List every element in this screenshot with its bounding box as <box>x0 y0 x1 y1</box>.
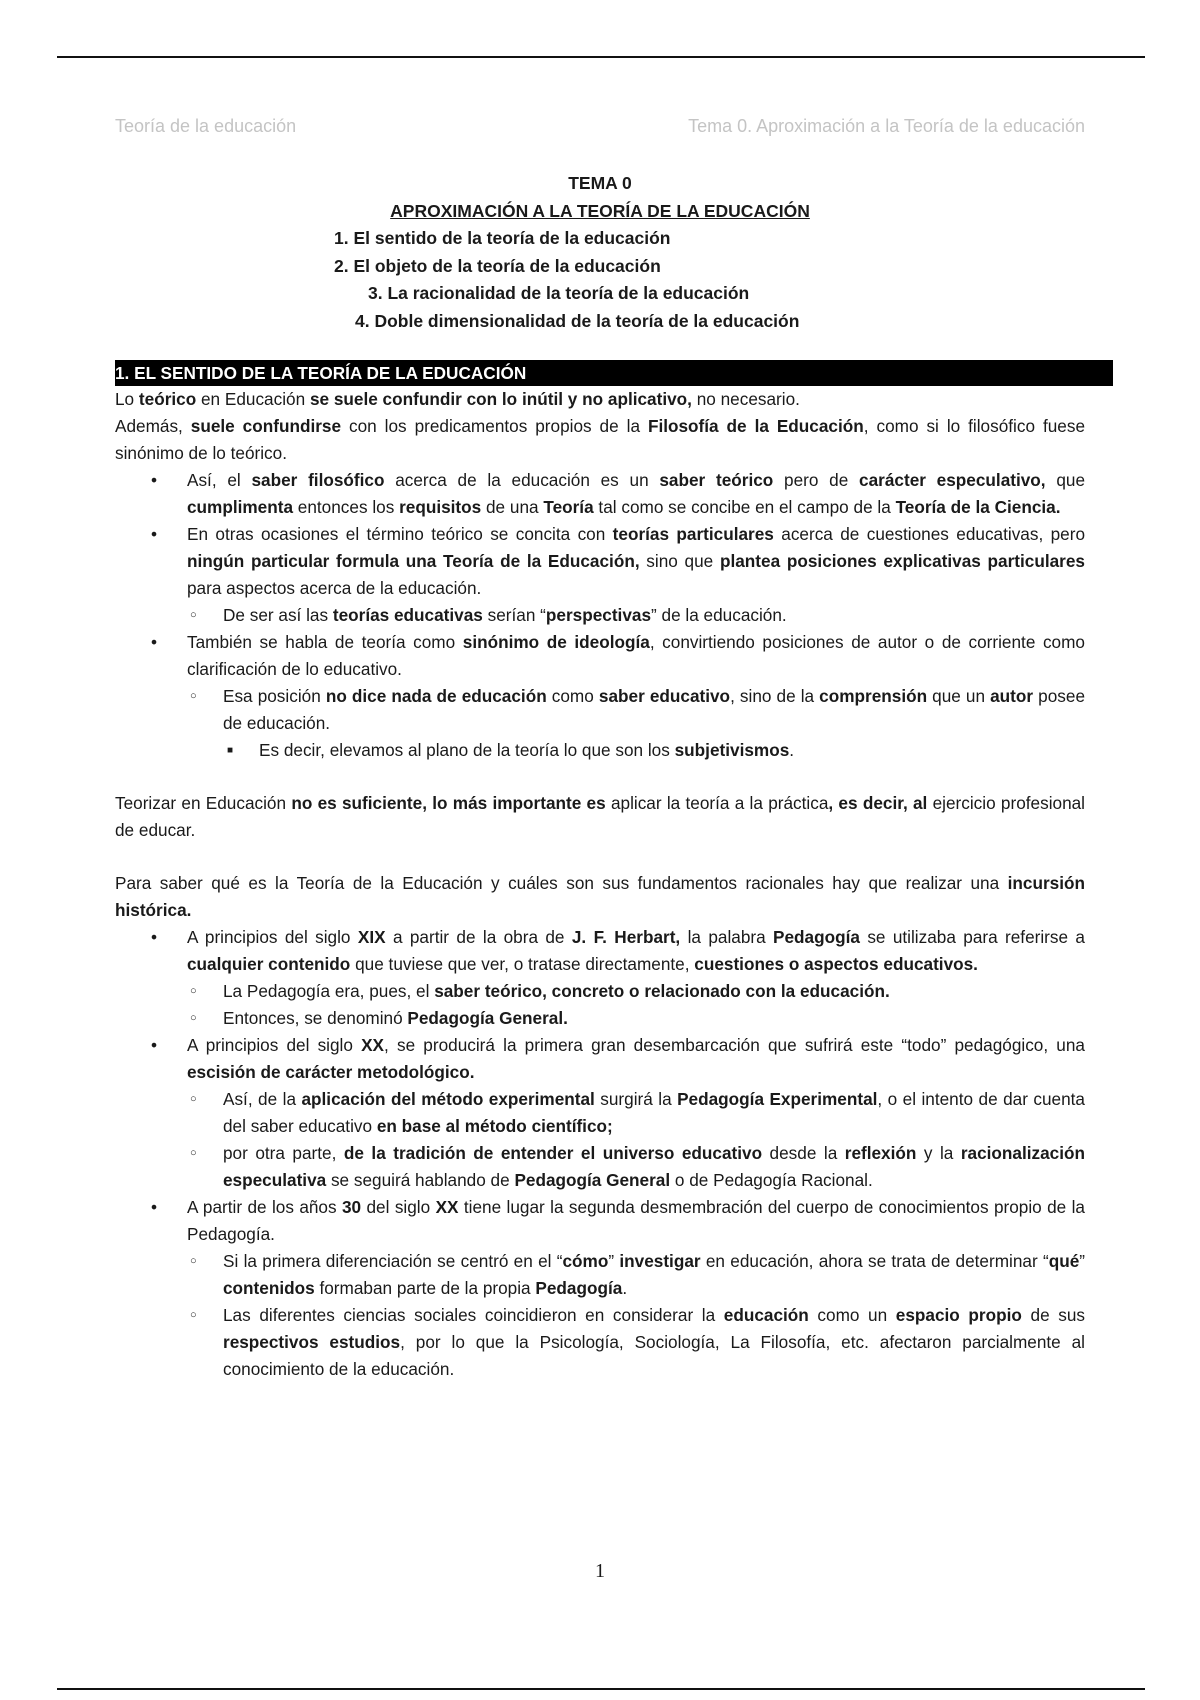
text: , sino de la <box>730 686 820 706</box>
sub-list-item <box>115 1005 1085 1032</box>
text: entonces los <box>293 497 400 517</box>
bold-text: Teoría <box>543 497 594 517</box>
text: o de Pedagogía Racional. <box>670 1170 873 1190</box>
bold-text: autor <box>990 686 1034 706</box>
bold-text: cumplimenta <box>187 497 294 517</box>
bullet-list <box>115 467 1085 764</box>
bold-text: XX <box>435 1197 459 1217</box>
text: ” <box>1079 1251 1086 1271</box>
bold-text: investigar <box>619 1251 701 1271</box>
bold-text: plantea posiciones explicativas particulares <box>719 551 1085 571</box>
toc-item-4: 4. Doble dimensionalidad de la teoría de la educación <box>355 310 800 331</box>
bold-text: 30 <box>341 1197 362 1217</box>
list-item <box>115 521 1085 602</box>
bold-text: Pedagogía <box>773 927 860 947</box>
text: a partir de la obra de <box>385 927 572 947</box>
list-item <box>115 629 1085 683</box>
text: como un <box>808 1305 896 1325</box>
bold-text: incursión histórica. <box>115 873 1085 920</box>
text: de sus <box>1021 1305 1085 1325</box>
text: , como si lo filosófico fuese sinónimo de lo teórico. <box>115 416 1086 463</box>
bold-text: no es suficiente, lo más importante es <box>286 793 611 813</box>
text: Las diferentes ciencias sociales coincidieron en considerar la <box>223 1305 724 1325</box>
text: acerca de cuestiones educativas, pero <box>773 524 1086 544</box>
text: se seguirá hablando de <box>326 1170 515 1190</box>
text: Para saber qué es la Teoría de la Educación y cuáles son sus fundamentos racionales hay que realizar una <box>115 873 1008 893</box>
text: A principios del siglo <box>187 1035 362 1055</box>
list-item <box>115 467 1085 521</box>
bold-text: XX <box>361 1035 385 1055</box>
text: posee de educación. <box>223 686 1085 733</box>
text: como <box>546 686 599 706</box>
bold-text: se suele confundir con lo inútil y no aplicativo, <box>309 389 692 409</box>
bold-text: Pedagogía <box>535 1278 623 1298</box>
bold-text: comprensión <box>819 686 928 706</box>
text: por otra parte, <box>223 1143 344 1163</box>
sub-list-item <box>115 1302 1085 1383</box>
bold-text: cualquier contenido <box>187 954 351 974</box>
text: con los predicamentos propios de la <box>341 416 648 436</box>
sub-sub-list-item <box>115 737 1085 764</box>
text: se utilizaba para referirse a <box>859 927 1085 947</box>
paragraph <box>115 870 1085 924</box>
toc-item-2: 2. El objeto de la teoría de la educación <box>334 255 661 276</box>
bold-text: ningún particular formula una Teoría de la Educación, <box>187 551 640 571</box>
text: , convirtiendo posiciones de autor o de corriente como clarificación de lo educativo. <box>187 632 1085 679</box>
bold-text: teorías educativas <box>332 605 483 625</box>
text: A principios del siglo <box>187 927 358 947</box>
topic-title: APROXIMACIÓN A LA TEORÍA DE LA EDUCACIÓN <box>390 200 810 221</box>
bold-text: XIX <box>357 927 386 947</box>
text: Si la primera diferenciación se centró en el “ <box>223 1251 563 1271</box>
text: que <box>1045 470 1086 490</box>
bold-text: teórico <box>138 389 197 409</box>
bold-text: Pedagogía Experimental <box>677 1089 878 1109</box>
text: , por lo que la Psicología, Sociología, La Filosofía, etc. afectaron parcialmente al conocimiento de la educación. <box>223 1332 1085 1379</box>
text: tal como se concibe en el campo de la <box>593 497 896 517</box>
bold-text: reflexión <box>844 1143 917 1163</box>
top-rule <box>57 56 1145 58</box>
bold-text: saber teórico, concreto o relacionado con la educación. <box>434 981 890 1001</box>
text: para aspectos acerca de la educación. <box>187 578 482 598</box>
bold-text: , es decir, al <box>828 793 933 813</box>
sub-list-item <box>115 1248 1085 1302</box>
text: Así, el <box>187 470 252 490</box>
text: De ser así las <box>223 605 333 625</box>
bold-text: saber educativo <box>598 686 731 706</box>
sub-list-item <box>115 1140 1085 1194</box>
bold-text: Teoría de la Ciencia. <box>895 497 1061 517</box>
text: que tuviese que ver, o tratase directamente, <box>350 954 695 974</box>
running-header-left: Teoría de la educación <box>115 116 297 136</box>
text: ejercicio profesional de educar. <box>115 793 1086 840</box>
bold-text: aplicación del método experimental <box>301 1089 595 1109</box>
bold-text: saber teórico <box>659 470 774 490</box>
bold-text: perspectivas <box>545 605 652 625</box>
text: pero de <box>773 470 860 490</box>
toc-item-1: 1. El sentido de la teoría de la educación <box>334 228 671 248</box>
text: surgirá la <box>594 1089 678 1109</box>
bold-text: J. F. Herbart, <box>571 927 681 947</box>
text: ” de la educación. <box>651 605 787 625</box>
bold-text: espacio propio <box>895 1305 1022 1325</box>
bold-text: racionalización especulativa <box>223 1143 1086 1190</box>
sub-list-item <box>115 683 1085 737</box>
text: En otras ocasiones el término teórico se concita con <box>187 524 613 544</box>
bold-text: cómo <box>562 1251 609 1271</box>
bold-text: Pedagogía General <box>514 1170 671 1190</box>
bold-text: de la tradición de entender el universo educativo <box>343 1143 763 1163</box>
bold-text: suele confundirse <box>190 416 342 436</box>
text: que un <box>927 686 991 706</box>
text: Es decir, elevamos al plano de la teoría lo que son los <box>259 740 675 760</box>
bold-text: contenidos <box>223 1278 315 1298</box>
toc-item-3: 3. La racionalidad de la teoría de la educación <box>368 283 750 303</box>
text: Además, <box>115 416 191 436</box>
text: y la <box>916 1143 961 1163</box>
text: Entonces, se denominó <box>223 1008 408 1028</box>
bold-text: saber filosófico <box>251 470 385 490</box>
text: la palabra <box>680 927 774 947</box>
bold-text: carácter especulativo, <box>859 470 1046 490</box>
text: en Educación <box>196 389 310 409</box>
text: no necesario. <box>691 389 800 409</box>
bold-text: no dice nada de educación <box>325 686 547 706</box>
text: serían “ <box>482 605 546 625</box>
text: ” <box>608 1251 620 1271</box>
text: sino que <box>639 551 720 571</box>
bold-text: sinónimo de ideología <box>462 632 650 652</box>
bold-text: cuestiones o aspectos educativos. <box>694 954 978 974</box>
text: del siglo <box>361 1197 436 1217</box>
bold-text: qué <box>1048 1251 1080 1271</box>
text: También se habla de teoría como <box>187 632 463 652</box>
bold-text: teorías particulares <box>612 524 774 544</box>
section-heading: 1. EL SENTIDO DE LA TEORÍA DE LA EDUCACIÓN <box>115 360 1113 386</box>
bold-text: en base al método científico; <box>376 1116 613 1136</box>
text: de una <box>481 497 544 517</box>
list-item <box>115 924 1085 978</box>
text: tiene lugar la segunda desmembración del cuerpo de conocimientos propio de la Pedagogía. <box>187 1197 1085 1244</box>
paragraph <box>115 790 1085 844</box>
text: desde la <box>762 1143 845 1163</box>
sub-list-item <box>115 602 1085 629</box>
bold-text: respectivos estudios <box>223 1332 401 1352</box>
sub-list-item <box>115 1086 1085 1140</box>
text: A partir de los años <box>187 1197 342 1217</box>
text: Así, de la <box>223 1089 302 1109</box>
text: , o el intento de dar cuenta del saber educativo <box>223 1089 1085 1136</box>
text: , se producirá la primera gran desembarcación que sufrirá este “todo” pedagógico, una <box>384 1035 1085 1055</box>
text: . <box>789 740 795 760</box>
text: Lo <box>115 389 139 409</box>
page-number: 1 <box>595 1560 605 1582</box>
text: aplicar la teoría a la práctica <box>610 793 829 813</box>
topic-label: TEMA 0 <box>568 173 632 193</box>
bold-text: educación <box>723 1305 809 1325</box>
text: en educación, ahora se trata de determinar “ <box>700 1251 1049 1271</box>
text: Esa posición <box>223 686 326 706</box>
text: La Pedagogía era, pues, el <box>223 981 435 1001</box>
bold-text: subjetivismos <box>674 740 790 760</box>
bold-text: escisión de carácter metodológico. <box>187 1062 475 1082</box>
list-item <box>115 1194 1085 1248</box>
bottom-rule <box>57 1688 1145 1690</box>
running-header-right: Tema 0. Aproximación a la Teoría de la educación <box>688 116 1085 136</box>
text: acerca de la educación es un <box>384 470 660 490</box>
bold-text: requisitos <box>399 497 482 517</box>
bold-text: Pedagogía General. <box>407 1008 568 1028</box>
bold-text: Filosofía de la Educación <box>647 416 864 436</box>
paragraph <box>115 413 1085 467</box>
paragraph <box>115 386 1085 413</box>
page-body <box>115 170 1085 1383</box>
sub-list-item <box>115 978 1085 1005</box>
history-list <box>115 924 1085 1383</box>
text: Teorizar en Educación <box>115 793 287 813</box>
list-item <box>115 1032 1085 1086</box>
text: formaban parte de la propia <box>314 1278 536 1298</box>
text: . <box>622 1278 628 1298</box>
